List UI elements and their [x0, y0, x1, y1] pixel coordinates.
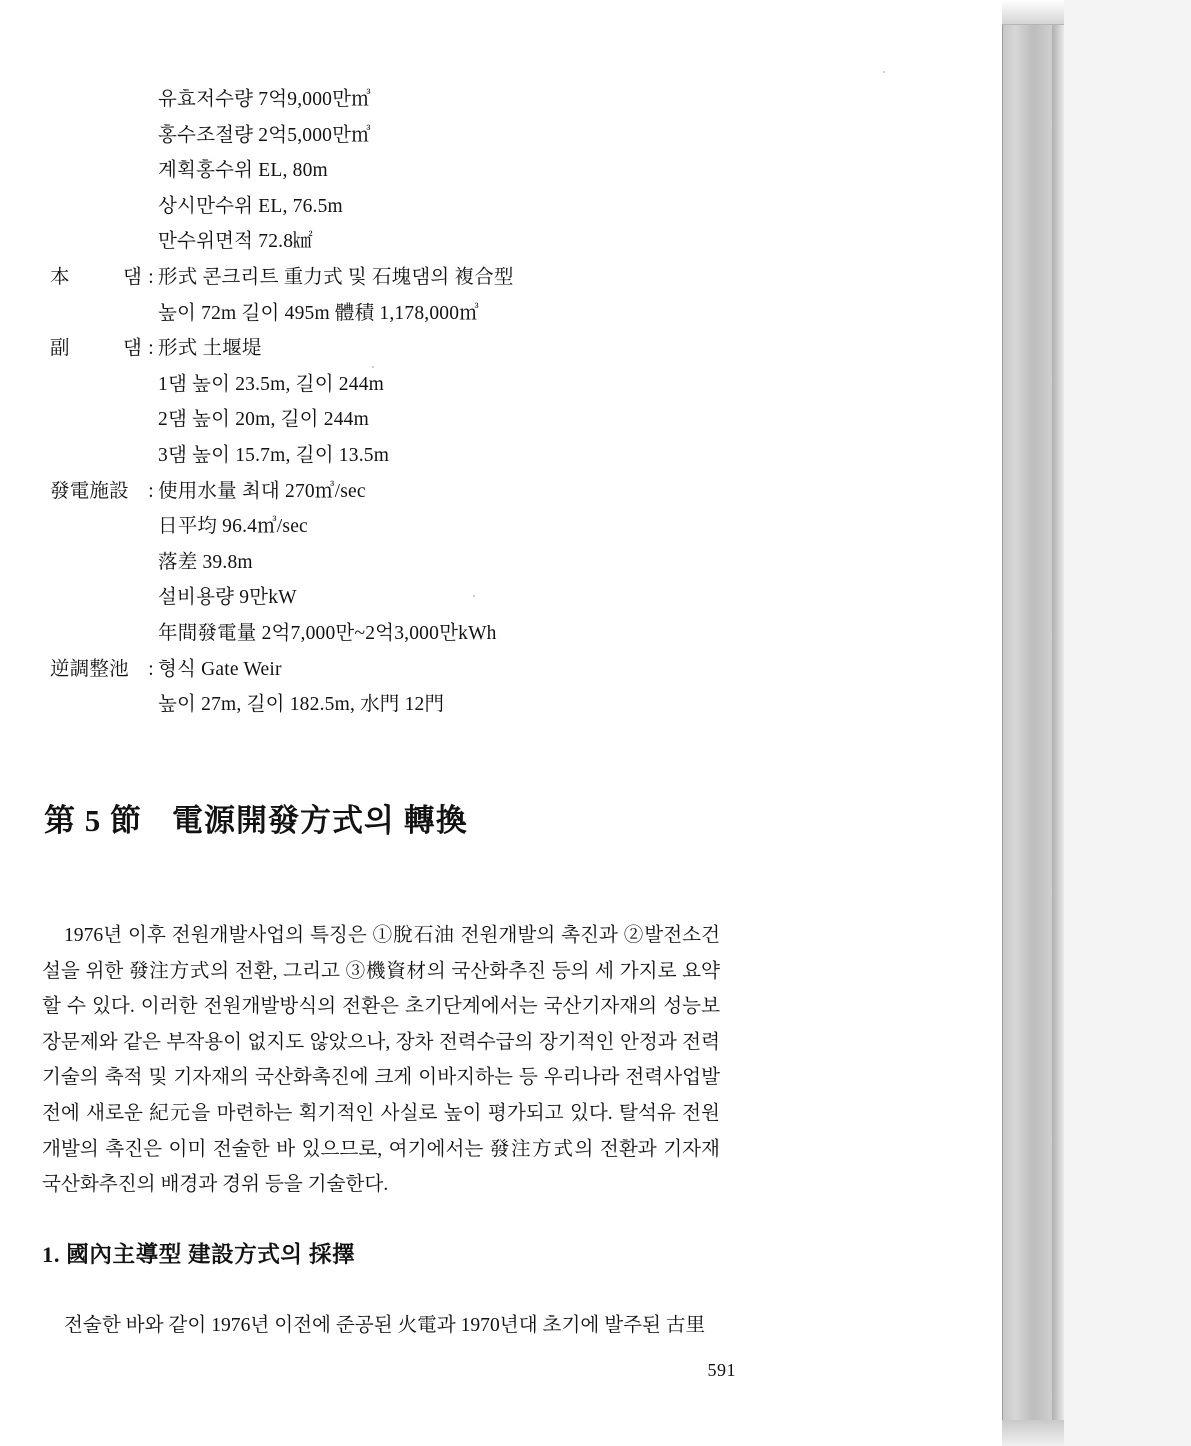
tail-paragraph: 전술한 바와 같이 1976년 이전에 준공된 火電과 1970년대 초기에 발주된 古里: [64, 1315, 706, 1336]
spec-colon: :: [148, 338, 154, 360]
spec-row-power-facility: [50, 474, 750, 510]
spec-row: [50, 153, 750, 189]
spec-value: 상시만수위 EL, 76.5m: [158, 195, 343, 217]
spec-value: 만수위면적 72.8㎢: [158, 231, 313, 253]
spec-row: [50, 402, 750, 438]
spec-label: [50, 474, 144, 510]
scan-speck: [883, 71, 885, 73]
spec-value: 형식 Gate Weir: [158, 658, 282, 680]
spec-label-part-1: 本: [50, 266, 70, 288]
spec-row: [50, 687, 750, 723]
scan-speck: [372, 366, 374, 368]
spec-row: [50, 509, 750, 545]
spec-row: [50, 118, 750, 154]
spec-value: 홍수조절량 2억5,000만㎥: [158, 124, 371, 146]
spec-value: 높이 72m 길이 495m 體積 1,178,000㎥: [158, 302, 479, 324]
spec-value: 1댐 높이 23.5m, 길이 244m: [158, 373, 385, 395]
spec-row-main-dam: [50, 260, 750, 296]
spec-label-part-1: 副: [50, 338, 70, 360]
page-number: 591: [707, 1360, 736, 1380]
spec-label: [50, 331, 144, 367]
book-spine-bottom: [1002, 1420, 1064, 1446]
spec-colon: :: [148, 658, 154, 680]
spec-colon: :: [148, 266, 154, 288]
section-title: 電源開發方式의 轉換: [172, 803, 468, 838]
spec-value: 形式 土堰堤: [158, 338, 262, 360]
spec-value: 2댐 높이 20m, 길이 244m: [158, 409, 369, 431]
spec-value: 높이 27m, 길이 182.5m, 水門 12門: [158, 694, 445, 716]
spec-label-part-1: 發電施設: [50, 480, 129, 502]
spec-value: 설비용량 9만kW: [158, 587, 297, 609]
spec-row-sub-dam: [50, 331, 750, 367]
spec-row: [50, 367, 750, 403]
spec-label-part-2: 댐: [122, 266, 142, 288]
spec-label: [50, 652, 144, 688]
section-heading: [44, 795, 468, 840]
spec-value: 日平均 96.4㎥/sec: [158, 516, 308, 538]
scan-speck: [473, 595, 475, 597]
book-spine: [1002, 0, 1053, 1446]
spec-label-part-2: 댐: [122, 338, 142, 360]
spec-value: 年間發電量 2억7,000만~2억3,000만kWh: [158, 622, 497, 644]
spec-label-part-1: 逆調整池: [50, 658, 129, 680]
spec-row: [50, 545, 750, 581]
spec-value: 落差 39.8m: [158, 551, 253, 573]
book-spine-top: [1002, 0, 1064, 25]
section-number: 第 5 節: [44, 803, 142, 838]
spec-row: [50, 82, 750, 118]
spec-colon: :: [148, 480, 154, 502]
spec-label: [50, 260, 144, 296]
spec-value: 3댐 높이 15.7m, 길이 13.5m: [158, 444, 390, 466]
spec-row: [50, 438, 750, 474]
sub-heading: 1. 國內主導型 建設方式의 採擇: [42, 1242, 356, 1267]
spec-value: 유효저수량 7억9,000만㎥: [158, 89, 371, 110]
spec-row: [50, 616, 750, 652]
body-paragraph: 1976년 이후 전원개발사업의 특징은 ①脫石油 전원개발의 촉진과 ②발전소건설을 위한 發注方式의 전환, 그리고 ③機資材의 국산화추진 등의 세 가지로 요약할 수 있다. 이러한 전원개발방식의 전환은 초기단계에서는 국산기자재의 성능보장문제와 같은 부작용이 없지도 않았으나, 장차 전력수급의 장기적인 안정과 전력기술의 축적 및 기자재의 국산화촉진에 크게 이바지하는 등 우리나라 전력사업발전에 새로운 紀元을 마련하는 획기적인 사실로 높이 평가되고 있다. 탈석유 전원개발의 촉진은 이미 전술한 바 있으므로, 여기에서는 發注方式의 전환과 기자재 국산화추진의 배경과 경위 등을 기술한다.: [42, 925, 720, 1196]
dam-specification-list: [50, 82, 750, 723]
spec-row-regulating-pond: [50, 652, 750, 688]
spec-value: 계획홍수위 EL, 80m: [158, 160, 328, 182]
spec-value: 使用水量 최대 270㎥/sec: [158, 480, 366, 502]
spec-row: [50, 296, 750, 332]
spec-row: [50, 580, 750, 616]
book-page-edge: [1052, 22, 1064, 1422]
spec-row: [50, 224, 750, 260]
spec-row: [50, 189, 750, 225]
spec-value: 形式 콘크리트 重力式 및 石塊댐의 複合型: [158, 266, 514, 288]
